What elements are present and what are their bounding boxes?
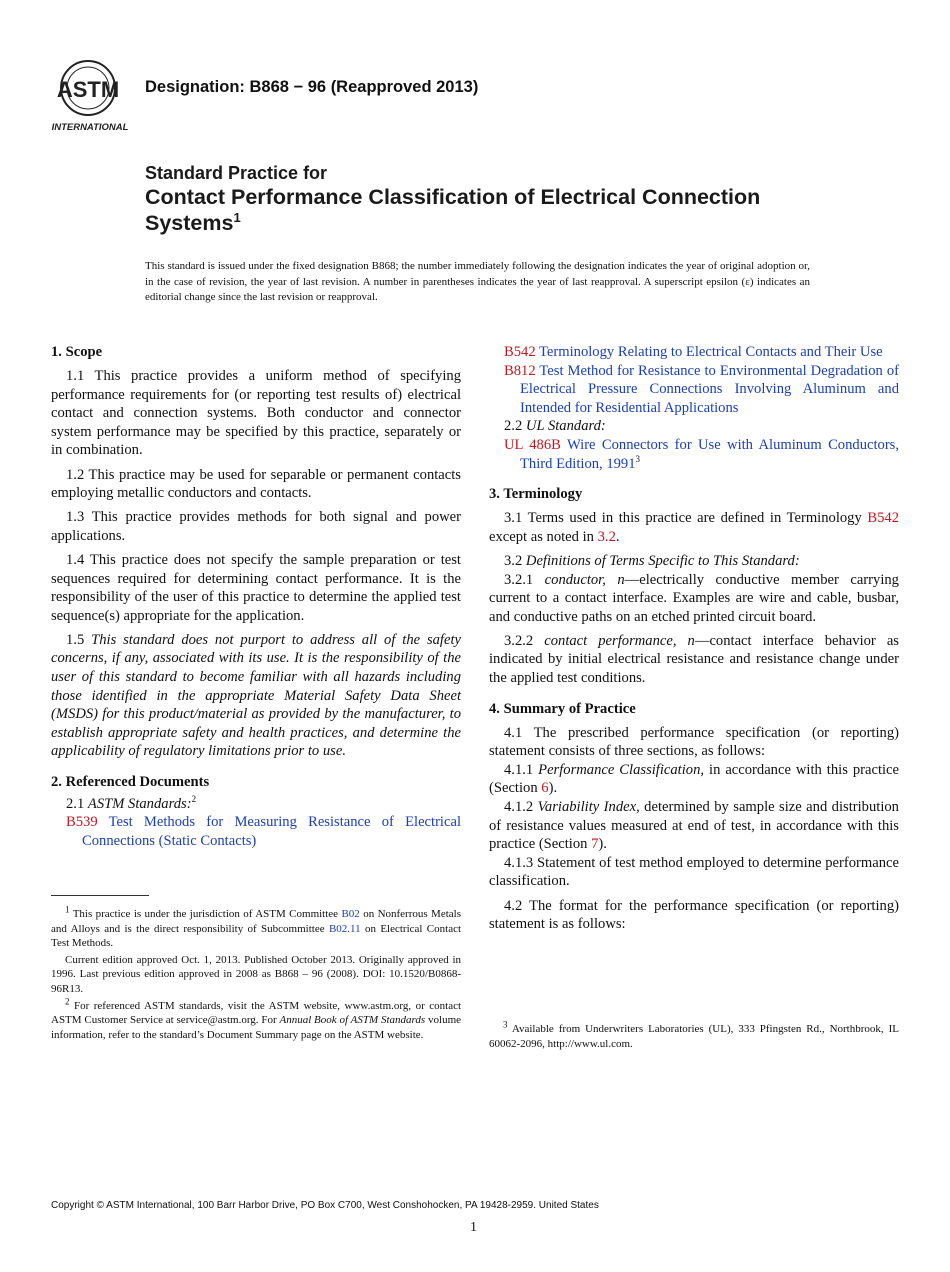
paragraph-3-1-end: . [615, 528, 620, 545]
footnote-1 [51, 904, 462, 951]
right-column [489, 343, 899, 934]
paragraph-4-1-2 [489, 798, 899, 854]
paragraph-4-1-1 [489, 761, 899, 798]
preamble: This standard is issued under the fixed designation B868; the number immediately following the designation indicates the year of original adoption or, in the case of revision, the year of last revision. A number in parentheses indicates the year of last reapproval. A superscript epsilon (ε) indicates an editorial change since the last revision or reapproval. [145, 260, 810, 303]
definition-conductor: —electrically conductive member carrying current to a contact interface. Examples are wire and cable, busbar, and conductive paths on an etched printed circuit board. [489, 571, 899, 625]
term-variability-index: Variability Index, [537, 799, 640, 816]
footnote-2-text-a: For referenced ASTM standards, visit the ASTM website, www.astm.org, or contact ASTM Customer Service at service@astm.org. For [51, 999, 462, 1027]
paragraph-3-1-text-b: except as noted in [489, 528, 594, 545]
paragraph-4-1-1-number: 4.1.1 [504, 761, 534, 778]
paragraph-3-2 [489, 552, 899, 571]
paragraph-1-2: 1.2 This practice may be used for separable or permanent contacts employing metallic conductors and contacts. [51, 466, 461, 502]
footnote-3 [489, 1019, 899, 1051]
footnote-2-annual-book: Annual Book of ASTM Standards [279, 1014, 426, 1027]
paragraph-1-5-number: 1.5 [66, 631, 85, 648]
paragraph-1-3: 1.3 This practice provides methods for both signal and power applications. [51, 509, 461, 544]
footnote-2 [51, 995, 462, 1043]
paragraph-2-2-number: 2.2 [504, 418, 523, 435]
footnote-2-text-b: volume information, refer to the standard’s Document Summary page on the ASTM website. [51, 1014, 462, 1041]
footnote-3-mark: 3 [503, 1019, 508, 1030]
astm-standards-label: ASTM Standards: [87, 795, 192, 812]
paragraph-4-2: 4.2 The format for the performance specification (or reporting) statement is as follows: [489, 897, 899, 933]
reference-b542[interactable] [489, 343, 899, 362]
link-b02[interactable]: B02 [341, 908, 360, 920]
link-section-6[interactable]: 6 [541, 780, 549, 797]
paragraph-2-2 [489, 417, 899, 436]
footnotes-left [51, 904, 462, 1044]
reference-title: Wire Connectors for Use with Aluminum Conductors, Third Edition, 1991 [520, 436, 900, 472]
scope-heading: 1. Scope [51, 344, 103, 360]
title-main [145, 184, 865, 236]
title-prefix: Standard Practice for [145, 163, 328, 183]
footnote-1-mark: 1 [65, 904, 70, 915]
paragraph-3-2-1-number: 3.2.1 [504, 571, 534, 588]
reference-code: B539 [66, 814, 98, 831]
reference-code: B812 [504, 362, 536, 379]
paragraph-2-1-number: 2.1 [66, 795, 85, 812]
paragraph-4-1: 4.1 The prescribed performance specification (or reporting) statement consists of three sections, as follows: [489, 724, 899, 760]
paragraph-4-1-2-text: determined by sample size and distribution of resistance values measured at end of test, in accordance with this practice (Section [489, 799, 899, 853]
link-b542[interactable]: B542 [867, 510, 899, 527]
terminology-heading: 3. Terminology [489, 486, 583, 503]
reference-title: Test Method for Resistance to Environmental Degradation of Electrical Pressure Connections Involving Aluminum and Intended for Residential Applications [520, 362, 899, 416]
summary-heading: 4. Summary of Practice [489, 700, 636, 717]
paragraph-3-2-2-number: 3.2.2 [504, 632, 534, 649]
paragraph-3-1-text-a: 3.1 Terms used in this practice are defined in Terminology [504, 510, 862, 527]
definition-contact-performance: —contact interface behavior as indicated by initial electrical resistance and resistance change under the applied test conditions. [489, 632, 899, 686]
safety-statement: This standard does not purport to address all of the safety concerns, if any, associated with its use. It is the responsibility of the user of this standard to become familiar with all hazards including those identified in the appropriate Material Safety Data Sheet (MSDS) for this product/material as provided by the manufacturer, to establish appropriate safety and health practices, and determine the applicability of regulatory limitations prior to use. [51, 631, 461, 760]
reference-title: Test Methods for Measuring Resistance of Electrical Connections (Static Contacts) [82, 814, 461, 849]
left-column [51, 343, 461, 850]
link-section-3-2[interactable]: 3.2 [597, 528, 616, 545]
copyright-notice: Copyright © ASTM International, 100 Barr Harbor Drive, PO Box C700, West Conshohocken, PA 19428-2959. United States [51, 1200, 599, 1211]
astm-logo [50, 58, 136, 134]
designation: Designation: B868 − 96 (Reapproved 2013) [145, 78, 479, 96]
section-close: ). [598, 836, 607, 853]
term-contact-performance: contact performance, n [544, 632, 695, 649]
footnote-1-text-b: on Nonferrous Metals and Alloys and is the direct responsibility of Subcommittee [51, 908, 461, 935]
footnote-mark-3: 3 [635, 453, 641, 464]
paragraph-4-1-3: 4.1.3 Statement of test method employed to determine performance classification. [489, 854, 899, 890]
footnote-mark-2: 2 [191, 793, 197, 804]
page-number: 1 [470, 1220, 477, 1235]
footnote-1-edition: Current edition approved Oct. 1, 2013. Published October 2013. Originally approved in 1996. Last previous edition approved in 2008 as B868 – 96 (2008). DOI: 10.1520/B0868-96R13. [51, 953, 461, 995]
paragraph-1-5 [51, 631, 461, 761]
reference-code: UL 486B [504, 436, 561, 453]
paragraph-3-2-number: 3.2 [504, 552, 523, 569]
footnotes-right [489, 1019, 899, 1053]
logo-subtext: INTERNATIONAL [51, 122, 129, 133]
footnote-1-text-a: This practice is under the jurisdiction of ASTM Committee [72, 908, 339, 920]
referenced-documents-heading: 2. Referenced Documents [51, 773, 210, 790]
ul-standard-label: UL Standard: [525, 418, 606, 435]
link-section-7[interactable]: 7 [591, 836, 599, 853]
footnote-2-mark: 2 [65, 995, 70, 1006]
logo-letters: ASTM [56, 77, 120, 102]
paragraph-3-1 [489, 509, 899, 546]
paragraph-2-1 [51, 795, 461, 814]
paragraph-4-1-2-number: 4.1.2 [504, 799, 534, 816]
paragraph-1-4: 1.4 This practice does not specify the sample preparation or test sequences required for determining contact performance. It is the responsibility of the user of this practice to determine the applied test sequence(s) appropriate for the application. [51, 551, 461, 624]
reference-b539[interactable] [51, 813, 461, 850]
document-title [145, 162, 865, 236]
term-conductor: conductor, n [544, 571, 625, 588]
paragraph-3-2-2 [489, 632, 899, 688]
footnote-divider [51, 895, 149, 896]
reference-title: Terminology Relating to Electrical Contacts and Their Use [539, 344, 883, 360]
definitions-label: Definitions of Terms Specific to This Standard: [525, 552, 800, 569]
term-performance-classification: Performance Classification, [538, 761, 705, 778]
title-footnote-mark: 1 [233, 209, 241, 225]
reference-code: B542 [504, 344, 536, 360]
reference-b812[interactable] [489, 362, 899, 418]
footnote-3-text: Available from Underwriters Laboratories (UL), 333 Pfingsten Rd., Northbrook, IL 60062-2096, http://www.ul.com. [489, 1023, 899, 1050]
paragraph-4-1-1-text: in accordance with this practice (Section [489, 761, 900, 797]
link-b02-11[interactable]: B02.11 [328, 922, 361, 935]
title-line-2: Systems [145, 211, 234, 235]
reference-ul-486b[interactable] [489, 436, 899, 473]
paragraph-3-2-1 [489, 571, 899, 627]
footnote-1-text-c: on Electrical Contact Test Methods. [51, 922, 462, 950]
paragraph-1-1: 1.1 This practice provides a uniform method of specifying performance requirements for (or reporting test results of) electrical contact and connection systems. Both conductor and connector system performance may be specified by this practice, separately or in combination. [51, 368, 461, 459]
section-close: ). [548, 780, 558, 797]
title-line-1: Contact Performance Classification of Electrical Connection [145, 185, 761, 209]
